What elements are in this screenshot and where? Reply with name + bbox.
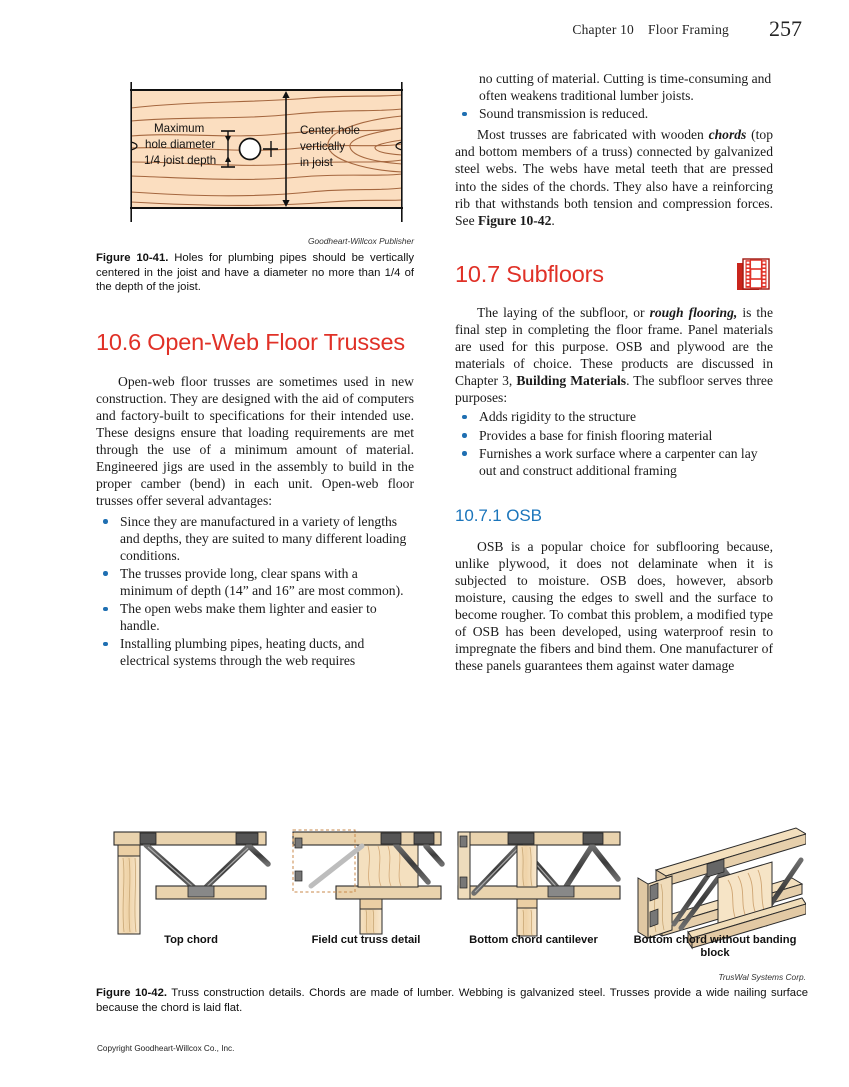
figure-10-41-caption-text: Holes for plumbing pipes should be vertically centered in the joist and have a diameter no more than 1/4 of the depth of the joist.	[96, 252, 415, 294]
label-maximum: Maximum	[154, 122, 205, 135]
figure-10-41-caption-label: Figure 10-41.	[96, 252, 169, 264]
running-head-chapter: Chapter 10	[572, 22, 635, 37]
list-item: The open webs make them lighter and easier to handle.	[96, 600, 414, 634]
figure-10-42-caption-text: Truss construction details. Chords are made of lumber. Webbing is galvanized steel. Trusses provide a wide nailing surface because the chord is laid flat.	[96, 987, 808, 1014]
label-joist-depth: 1/4 joist depth	[144, 154, 217, 167]
figure-10-41-credit: Goodheart-Willcox Publisher	[307, 236, 414, 246]
list-item: Sound transmission is reduced.	[455, 105, 773, 122]
subfloor-para-mid: is the final step in completing the floor frame. Panel materials are used for this purpose. OSB and plywood are the materials of choice. These products are discussed in Chapter 3,	[455, 304, 773, 389]
right-column	[455, 70, 773, 675]
list-item: Adds rigidity to the structure	[455, 408, 773, 425]
subfloor-para-pre: The laying of the subfloor, or	[477, 304, 650, 320]
label-vertically: vertically	[300, 140, 346, 153]
label-hole-diameter: hole diameter	[145, 138, 216, 151]
label-in-joist: in joist	[300, 156, 333, 169]
trusses-paragraph	[455, 126, 773, 229]
truss-panel-no-banding-block	[638, 828, 806, 948]
list-item: Installing plumbing pipes, heating ducts, and electrical systems through the web requires	[96, 635, 414, 669]
section-10-7-header-row	[455, 261, 773, 295]
running-head	[0, 16, 849, 46]
truss-panel-bottom-cantilever	[458, 832, 620, 936]
film-strip-icon-svg	[735, 257, 773, 295]
chapter-reference: Building Materials	[516, 373, 627, 389]
panel-label-top-chord: Top chord	[164, 934, 218, 946]
joist-diagram-svg	[130, 76, 403, 236]
figure-10-42-caption	[96, 986, 808, 1015]
trusses-para-end: .	[551, 212, 555, 228]
section-10-7-1-paragraph: OSB is a popular choice for subflooring because, unlike plywood, it does not delaminate when it is subjected to moisture. OSB does, however, absorb moisture, causing the edges to swell and the surface to become rougher. To combat this problem, a modified type of OSB has been developed, using waterproof resin to impregnate the fibers and bind them. One manufacturer of these panels guarantees them against water damage	[455, 538, 773, 674]
section-10-6-paragraph: Open-web floor trusses are sometimes used in new construction. They are designed with the aid of computers and factory-built to specifications for their intended use. These designs ensure that loading requirements are met through the use of a minimum amount of material. Engineered jigs are used in the assembly to build in the proper camber (bend) in each unit. Open-web floor trusses offer several advantages:	[96, 373, 414, 509]
figure-10-41-caption	[96, 251, 414, 295]
section-10-7-heading: 10.7 Subfloors	[455, 260, 604, 287]
label-center-hole: Center hole	[300, 124, 360, 137]
list-item: Since they are manufactured in a variety of lengths and depths, they are suited to many different loading conditions.	[96, 513, 414, 564]
section-10-6-heading: 10.6 Open-Web Floor Trusses	[96, 328, 405, 355]
running-head-chapter-title: Floor Framing	[648, 22, 729, 37]
page-number: 257	[769, 16, 802, 41]
list-item: Furnishes a work surface where a carpenter can lay out and construct additional framing	[455, 445, 773, 479]
panel-label-bottom-cantilever: Bottom chord cantilever	[469, 934, 598, 946]
film-strip-icon	[735, 257, 773, 295]
figure-10-42-panel-labels	[96, 934, 806, 970]
trusses-para-mid: (top and bottom members of a truss) connected by galvanized steel webs. The webs have metal teeth that are pressed into the sides of the chords. They also have a reinforcing rib that withstands both tension and compression forces. See	[455, 127, 774, 228]
left-column	[96, 70, 414, 670]
section-10-7-bullets	[455, 408, 773, 478]
truss-panel-top-chord	[114, 832, 268, 934]
list-item: Provides a base for finish flooring material	[455, 427, 773, 444]
panel-label-no-banding-block: Bottom chord without banding block	[633, 934, 797, 960]
term-chords: chords	[708, 127, 747, 143]
figure-10-42-credit: TrusWal Systems Corp.	[718, 972, 806, 982]
joist-hole-diagram	[130, 76, 403, 241]
section-10-6-bullets	[96, 513, 414, 670]
section-10-7-paragraph	[455, 304, 773, 407]
figure-10-42-caption-label: Figure 10-42.	[96, 987, 167, 999]
list-item: The trusses provide long, clear spans with a minimum of depth (14” and 16” are most common).	[96, 565, 414, 599]
trusses-para-pre: Most trusses are fabricated with wooden	[477, 127, 709, 143]
copyright-line: Copyright Goodheart-Willcox Co., Inc.	[97, 1044, 235, 1053]
truss-panel-field-cut	[293, 830, 442, 934]
subfloor-para-end: . The subfloor serves three purposes:	[455, 373, 773, 406]
right-column-last-bullet	[455, 105, 773, 122]
figure-10-41	[96, 70, 414, 246]
figure-reference: Figure 10-42	[478, 212, 552, 228]
bullet-continuation: no cutting of material. Cutting is time-consuming and often weakens traditional lumber joists.	[479, 71, 772, 104]
panel-label-field-cut: Field cut truss detail	[311, 934, 421, 946]
running-head-title	[572, 22, 729, 38]
term-rough-flooring: rough flooring,	[649, 304, 738, 320]
section-10-7-1-heading: 10.7.1 OSB	[455, 505, 542, 525]
